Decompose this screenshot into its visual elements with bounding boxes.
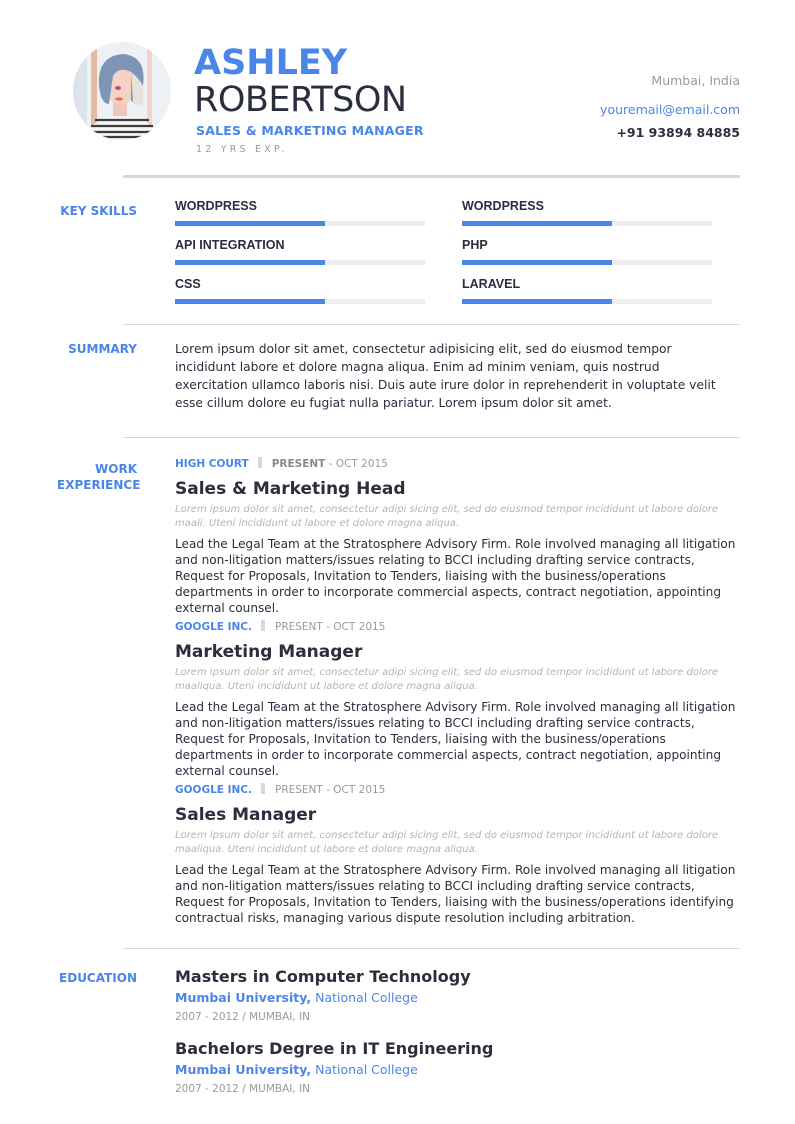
education-entry bbox=[175, 1039, 735, 1096]
section-label-summary: SUMMARY bbox=[68, 342, 137, 356]
job-meta bbox=[175, 783, 740, 797]
skill-bar bbox=[462, 260, 712, 265]
meta-separator bbox=[261, 783, 265, 794]
job-role: SALES & MARKETING MANAGER bbox=[196, 123, 424, 138]
skill-bar bbox=[175, 299, 425, 304]
degree-title: Masters in Computer Technology bbox=[175, 967, 471, 986]
phone-number: +91 93894 84885 bbox=[616, 125, 740, 140]
header-divider bbox=[123, 175, 740, 178]
section-label-work-experience bbox=[57, 461, 141, 493]
job-intro: Lorem ipsum dolor sit amet, consectetur adipi sicing elit, sed do eiusmod tempor incididunt ut labore dolore maaliqua. Uteni incididunt ut labore et dolore magna aliqua. bbox=[175, 830, 719, 855]
job-meta bbox=[175, 457, 740, 471]
last-name: ROBERTSON bbox=[194, 80, 407, 120]
skill-name: API INTEGRATION bbox=[175, 238, 285, 252]
skill-bar bbox=[462, 221, 712, 226]
job-entry bbox=[175, 457, 740, 616]
job-entry bbox=[175, 783, 740, 926]
meta-separator bbox=[261, 620, 265, 631]
profile-photo bbox=[73, 42, 171, 140]
school bbox=[175, 989, 735, 1007]
skill-item bbox=[462, 199, 712, 226]
degree-title: Bachelors Degree in IT Engineering bbox=[175, 1039, 494, 1058]
skill-name: WORDPRESS bbox=[462, 199, 544, 213]
skill-bar-fill bbox=[175, 299, 325, 304]
job-dates: PRESENT - OCT 2015 bbox=[275, 784, 386, 796]
job-intro: Lorem ipsum dolor sit amet, consectetur adipi sicing elit, sed do eiusmod tempor incididunt ut labore dolore maali. Uteni incididunt ut labore et dolore magna aliqua. bbox=[175, 504, 719, 529]
summary-text: Lorem ipsum dolor sit amet, consectetur adipisicing elit, sed do eiusmod tempor incididunt labore et dolore magna aliqua. Enim ad minim veniam, quis nostrud exercitation ullamco laboris nisi. Duis aute irure dolor in reprehenderit in voluptate velit esse cillum dolore eu fugiat nulla pariatur. Lorem ipsum dolor sit amet. bbox=[175, 342, 716, 410]
job-company: GOOGLE INC. bbox=[175, 784, 252, 796]
skill-name: LARAVEL bbox=[462, 277, 521, 291]
skill-name: CSS bbox=[175, 277, 201, 291]
section-label-line: WORK bbox=[95, 462, 137, 476]
job-entry bbox=[175, 620, 740, 779]
person-portrait-icon bbox=[73, 42, 171, 140]
job-title: Marketing Manager bbox=[175, 642, 363, 662]
skill-bar bbox=[175, 221, 425, 226]
education-meta: 2007 - 2012 / MUMBAI, IN bbox=[175, 1083, 311, 1095]
skill-bar bbox=[462, 299, 712, 304]
job-dates: - OCT 2015 bbox=[325, 458, 388, 470]
job-company: GOOGLE INC. bbox=[175, 621, 252, 633]
skill-item bbox=[175, 277, 425, 304]
job-description: Lead the Legal Team at the Stratosphere Advisory Firm. Role involved managing all litigation and non-litigation matters/issues relating to BCCI including drafting service contracts, Request for Proposals, Invitation to Tenders, liaising with the business/operations departments in order to incorporate commercial aspects, contract negotiation, appointing external counsel. bbox=[175, 537, 736, 615]
university-name: Mumbai University, bbox=[175, 1062, 312, 1077]
job-title: Sales Manager bbox=[175, 805, 317, 825]
skill-item bbox=[175, 238, 425, 265]
first-name: ASHLEY bbox=[194, 43, 348, 83]
job-present: PRESENT bbox=[271, 458, 326, 470]
skill-bar bbox=[175, 260, 425, 265]
job-meta bbox=[175, 620, 740, 634]
college-name: National College bbox=[311, 990, 418, 1005]
section-label-education: EDUCATION bbox=[59, 971, 137, 985]
job-description: Lead the Legal Team at the Stratosphere Advisory Firm. Role involved managing all litigation and non-litigation matters/issues relating to BCCI including drafting service contracts, Request for Proposals, Invitation to Tenders, liaising with the business/operations departments in order to incorporate commercial aspects, contract negotiation, appointing external counsel. bbox=[175, 700, 736, 778]
section-label-key-skills: KEY SKILLS bbox=[60, 204, 137, 218]
skill-name: WORDPRESS bbox=[175, 199, 257, 213]
job-title: Sales & Marketing Head bbox=[175, 479, 406, 499]
section-label-line: EXPERIENCE bbox=[57, 478, 141, 492]
meta-separator bbox=[258, 457, 262, 468]
university-name: Mumbai University, bbox=[175, 990, 312, 1005]
skill-bar-fill bbox=[462, 299, 612, 304]
skill-item bbox=[462, 277, 712, 304]
years-experience: 12 YRS EXP. bbox=[196, 144, 288, 155]
section-divider bbox=[123, 948, 740, 949]
skill-bar-fill bbox=[175, 221, 325, 226]
section-divider bbox=[123, 437, 740, 438]
location: Mumbai, India bbox=[651, 73, 740, 88]
skill-item bbox=[175, 199, 425, 226]
school bbox=[175, 1061, 735, 1079]
job-dates: PRESENT - OCT 2015 bbox=[275, 621, 386, 633]
college-name: National College bbox=[311, 1062, 418, 1077]
job-company: HIGH COURT bbox=[175, 458, 249, 470]
job-description: Lead the Legal Team at the Stratosphere Advisory Firm. Role involved managing all litigation and non-litigation matters/issues relating to BCCI including drafting service contracts, Request for Proposals, Invitation to Tenders, liaising with the business/operations identifying contractual risks, managing various dispute resolution including arbitration. bbox=[175, 863, 736, 925]
skill-bar-fill bbox=[462, 221, 612, 226]
section-divider bbox=[123, 324, 740, 325]
email-link[interactable]: youremail@email.com bbox=[600, 102, 740, 117]
job-intro: Lorem ipsum dolor sit amet, consectetur adipi sicing elit, sed do eiusmod tempor incididunt ut labore dolore maaliqua. Uteni incididunt ut labore et dolore magna aliqua. bbox=[175, 667, 719, 692]
skill-item bbox=[462, 238, 712, 265]
skill-bar-fill bbox=[175, 260, 325, 265]
skill-bar-fill bbox=[462, 260, 612, 265]
education-meta: 2007 - 2012 / MUMBAI, IN bbox=[175, 1011, 311, 1023]
education-entry bbox=[175, 967, 735, 1024]
skill-name: PHP bbox=[462, 238, 488, 252]
